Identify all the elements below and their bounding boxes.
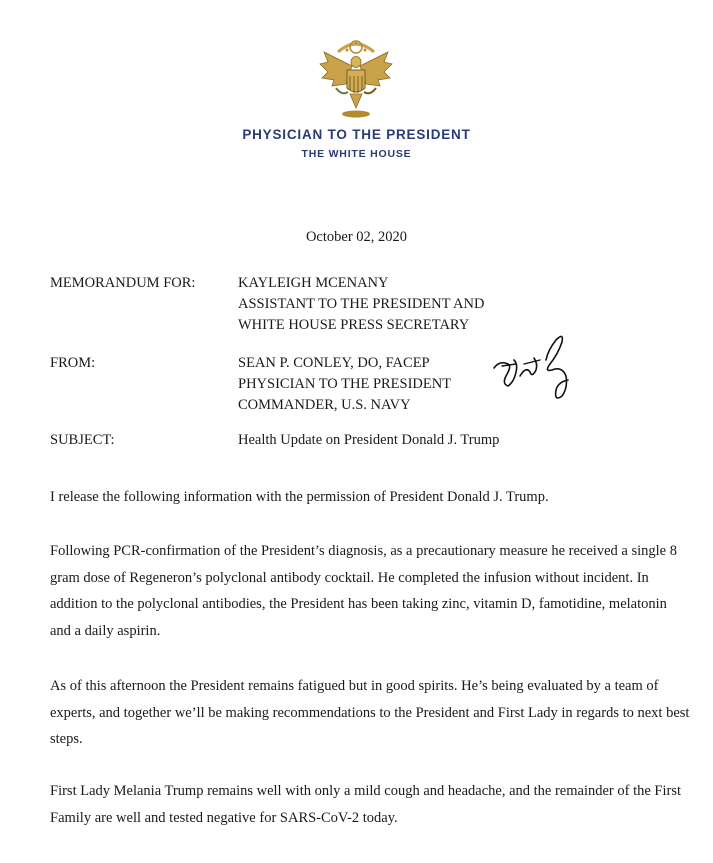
sender-line: PHYSICIAN TO THE PRESIDENT <box>238 376 452 392</box>
body-paragraph: Following PCR-confirmation of the President’s diagnosis, as a precautionary measure he received a single 8 gram dose of Regeneron’s polyclonal antibody cocktail. He completed the infusion without incident. In addition to the polyclonal antibodies, the President has been taking zinc, vitamin D, famotidine, melatonin and a daily aspirin. <box>50 543 677 639</box>
presidential-eagle-seal-icon <box>316 38 396 120</box>
recipient-line: ASSISTANT TO THE PRESIDENT AND <box>238 296 485 312</box>
memo-sender <box>238 353 451 416</box>
memo-date: October 02, 2020 <box>305 229 408 245</box>
body-paragraph: First Lady Melania Trump remains well with only a mild cough and headache, and the remainder of the First Family are well and tested negative for SARS-CoV-2 today. <box>50 783 682 826</box>
memo-subject: Health Update on President Donald J. Trump <box>238 432 500 448</box>
memo-recipient <box>238 273 484 336</box>
memo-subject-label: SUBJECT: <box>50 432 115 448</box>
letterhead-subtitle: THE WHITE HOUSE <box>301 148 412 160</box>
letterhead-title: PHYSICIAN TO THE PRESIDENT <box>242 127 471 142</box>
body-paragraph: I release the following information with the permission of President Donald J. Trump. <box>50 489 549 505</box>
recipient-line: WHITE HOUSE PRESS SECRETARY <box>238 317 470 333</box>
memo-for-label: MEMORANDUM FOR: <box>50 275 196 291</box>
sender-line: COMMANDER, U.S. NAVY <box>238 397 411 413</box>
recipient-line: KAYLEIGH MCENANY <box>238 275 389 291</box>
body-paragraph: As of this afternoon the President remains fatigued but in good spirits. He’s being evaluated by a team of experts, and together we’ll be making recommendations to the President and First Lady in regards to next best steps. <box>50 678 690 747</box>
memo-from-label: FROM: <box>50 355 96 371</box>
sender-line: SEAN P. CONLEY, DO, FACEP <box>238 355 430 371</box>
handwritten-signature-icon <box>486 330 588 406</box>
